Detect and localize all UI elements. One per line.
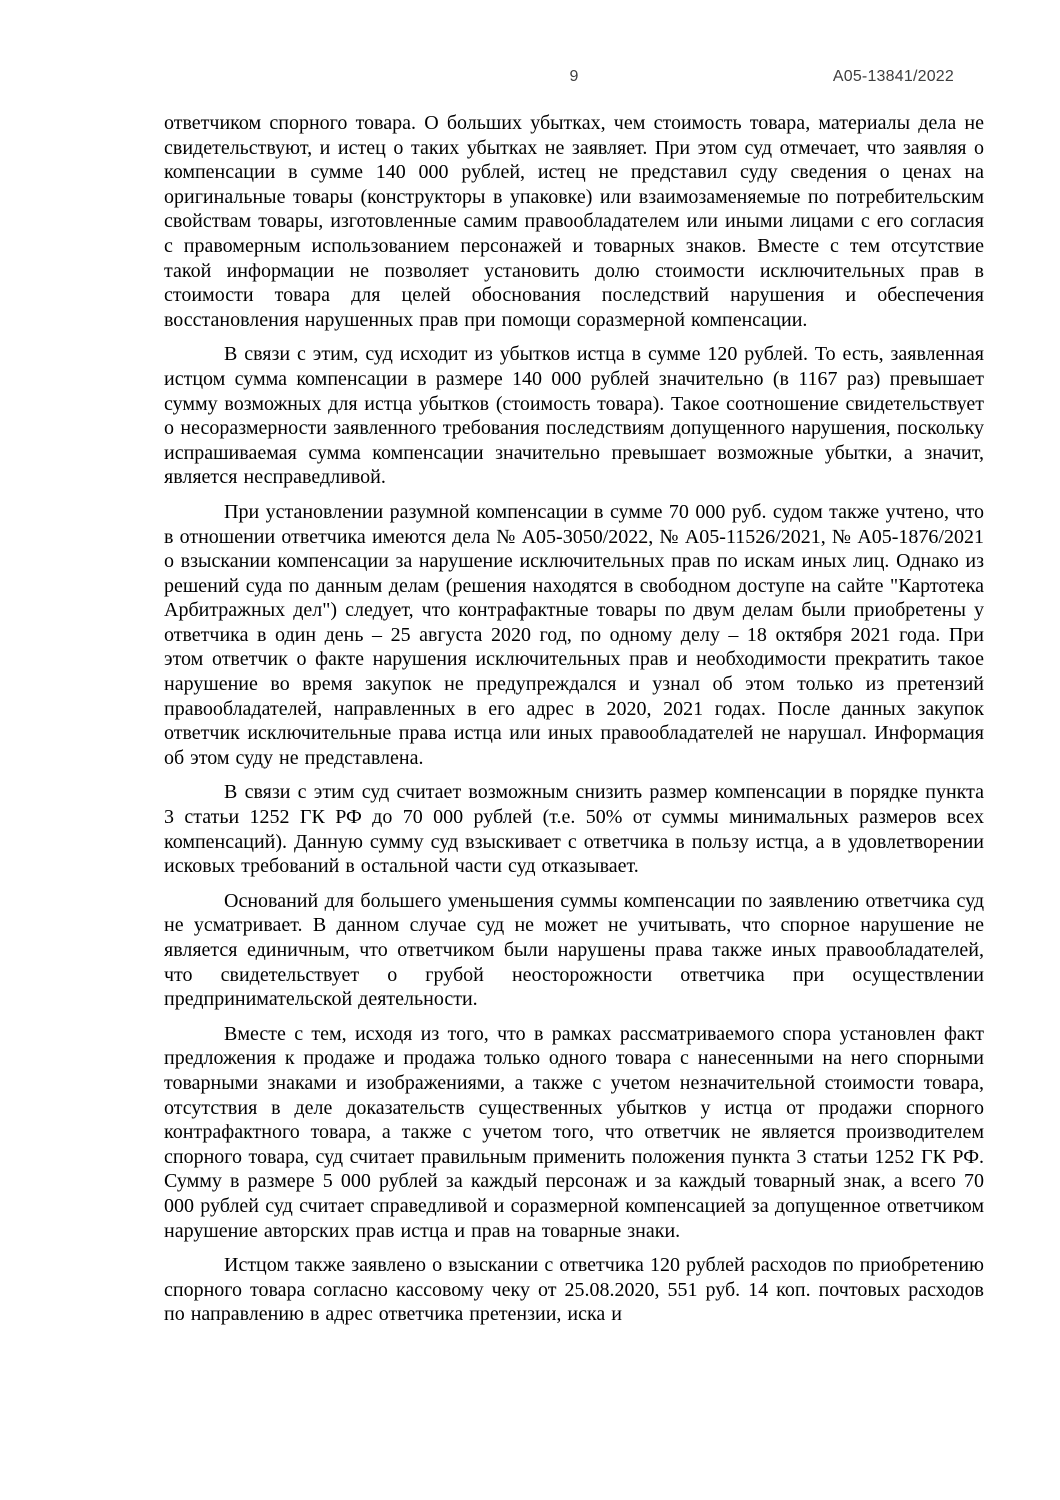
- page-header: [164, 68, 984, 92]
- paragraph: Вместе с тем, исходя из того, что в рамках рассматриваемого спора установлен факт предложения к продаже и продажа только одного товара с нанесенными на него спорными товарными знаками и изображениями, а также с учетом незначительной стоимости товара, отсутствия в деле доказательств существенных убытков у истца от продажи спорного контрафактного товара, а также с учетом того, что ответчик не является производителем спорного товара, суд считает правильным применить положения пункта 3 статьи 1252 ГК РФ. Сумму в размере 5 000 рублей за каждый персонаж и за каждый товарный знак, а всего 70 000 рублей суд считает справедливой и соразмерной компенсацией за допущенное ответчиком нарушение авторских прав истца и прав на товарные знаки.: [164, 1022, 984, 1242]
- paragraph: Оснований для большего уменьшения суммы компенсации по заявлению ответчика суд не усматривает. В данном случае суд не может не учитывать, что спорное нарушение не является единичным, что ответчиком были нарушены права также иных правообладателей, что свидетельствует о грубой неосторожности ответчика при осуществлении предпринимательской деятельности.: [164, 889, 984, 1011]
- page-number: 9: [569, 68, 579, 85]
- paragraph: Истцом также заявлено о взыскании с ответчика 120 рублей расходов по приобретению спорного товара согласно кассовому чеку от 25.08.2020, 551 руб. 14 коп. почтовых расходов по направлению в адрес ответчика претензии, иска и: [164, 1254, 984, 1326]
- paragraph: В связи с этим суд считает возможным снизить размер компенсации в порядке пункта 3 статьи 1252 ГК РФ до 70 000 рублей (т.е. 50% от суммы минимальных размеров всех компенсаций). Данную сумму суд взыскивает с ответчика в пользу истца, а в удовлетворении исковых требований в остальной части суд отказывает.: [164, 781, 984, 878]
- decision-text-body: [164, 111, 984, 1337]
- case-number: А05-13841/2022: [832, 68, 954, 85]
- paragraph: В связи с этим, суд исходит из убытков истца в сумме 120 рублей. То есть, заявленная истцом сумма компенсации в размере 140 000 рублей значительно (в 1167 раз) превышает сумму возможных для истца убытков (стоимость товара). Такое соотношение свидетельствует о несоразмерности заявленного требования последствиям допущенного нарушения, поскольку испрашиваемая сумма компенсации значительно превышает возможные убытки, а значит, является несправедливой.: [164, 343, 984, 489]
- paragraph: При установлении разумной компенсации в сумме 70 000 руб. судом также учтено, что в отношении ответчика имеются дела № А05-3050/2022, № А05-11526/2021, № А05-1876/2021 о взыскании компенсации за нарушение исключительных прав по искам иных лиц. Однако из решений суда по данным делам (решения находятся в свободном доступе на сайте "Картотека Арбитражных дел") следует, что контрафактные товары по двум делам были приобретены у ответчика в один день – 25 августа 2020 год, по одному делу – 18 октября 2021 года. При этом ответчик о факте нарушения исключительных прав и необходимости прекратить такое нарушение во время закупок не предупреждался и узнал об этом только из претензий правообладателей, направленных в его адрес в 2020, 2021 годах. После данных закупок ответчик исключительные права истца или иных правообладателей не нарушал. Информация об этом суду не представлена.: [164, 500, 984, 769]
- paragraph: ответчиком спорного товара. О больших убытках, чем стоимость товара, материалы дела не свидетельствуют, и истец о таких убытках не заявляет. При этом суд отмечает, что заявляя о компенсации в сумме 140 000 рублей, истец не представил суду сведения о ценах на оригинальные товары (конструкторы в упаковке) или взаимозаменяемые по потребительским свойствам товары, изготовленные самим правообладателем или иными лицами с его согласия с правомерным использованием персонажей и товарных знаков. Вместе с тем отсутствие такой информации не позволяет установить долю стоимости исключительных прав в стоимости товара для целей обоснования последствий нарушения и обеспечения восстановления нарушенных прав при помощи соразмерной компенсации.: [164, 112, 984, 331]
